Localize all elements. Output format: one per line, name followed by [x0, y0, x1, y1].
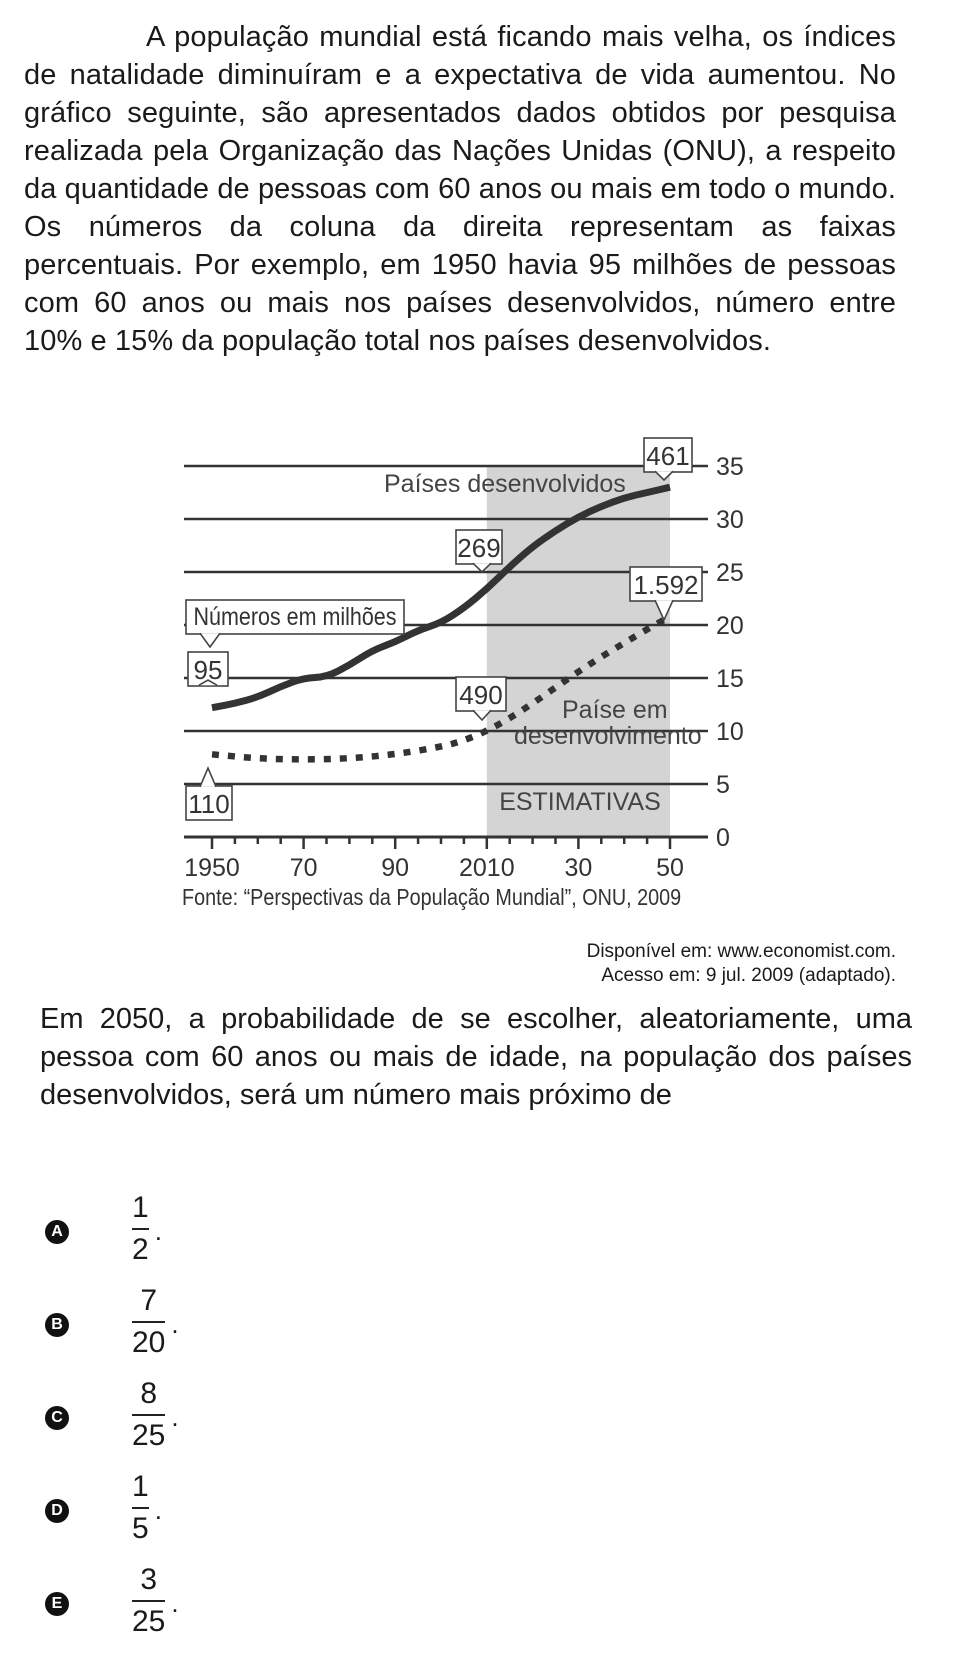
callout-110 — [186, 768, 232, 820]
x-tick-label: 1950 — [184, 854, 240, 880]
estimates-region — [487, 466, 670, 837]
y-tick-label: 30 — [716, 506, 744, 534]
svg-text:110: 110 — [188, 789, 230, 819]
option-d-fraction: $\frac{1}{5}$ . — [132, 1470, 162, 1545]
developing-label-line1: Paíse em — [562, 696, 668, 724]
option-a[interactable] — [40, 1190, 340, 1270]
option-b-denominator: 20 — [132, 1326, 166, 1359]
svg-text:461: 461 — [646, 441, 690, 471]
callout-95 — [188, 652, 228, 686]
x-tick-label: 30 — [564, 854, 593, 880]
developed-label: Países desenvolvidos — [384, 470, 626, 498]
developing-label-line2: desenvolvimento — [514, 722, 702, 750]
units-note — [186, 600, 404, 647]
svg-text:Números em milhões: Números em milhões — [193, 602, 397, 631]
x-tick-label: 50 — [656, 854, 684, 880]
intro-paragraph — [24, 18, 896, 360]
option-e-denominator: 25 — [132, 1605, 166, 1638]
option-a-fraction: $\frac{1}{2}$ . — [132, 1191, 162, 1266]
citation-line-1: Disponível em: www.economist.com. — [586, 941, 896, 962]
estimates-shaded-region — [487, 466, 670, 837]
option-e-numerator: 3 — [140, 1563, 158, 1596]
x-tick-label: 90 — [381, 854, 410, 880]
svg-text:1.592: 1.592 — [633, 570, 699, 600]
option-e[interactable] — [40, 1562, 340, 1642]
population-chart — [0, 430, 980, 880]
y-tick-label: 35 — [716, 453, 744, 481]
y-tick-label: 5 — [716, 771, 730, 799]
y-tick-label: 20 — [716, 612, 744, 640]
option-a-numerator: 1 — [132, 1191, 149, 1224]
svg-text:269: 269 — [457, 533, 501, 563]
option-d-denominator: 5 — [132, 1512, 149, 1545]
option-a-denominator: 2 — [132, 1233, 149, 1266]
option-a-letter-icon: A — [45, 1220, 69, 1244]
svg-text:95: 95 — [193, 655, 223, 685]
option-c-fraction: $\frac{8}{25}$ . — [132, 1377, 179, 1452]
x-tick-label: 2010 — [458, 854, 515, 880]
option-d[interactable] — [40, 1469, 340, 1549]
chart-source: Fonte: “Perspectivas da População Mundial”, ONU, 2009 — [182, 884, 682, 910]
option-d-numerator: 1 — [132, 1470, 149, 1503]
y-tick-label: 15 — [716, 665, 744, 693]
option-d-letter-icon: D — [45, 1499, 69, 1523]
option-b-numerator: 7 — [140, 1284, 158, 1317]
option-b[interactable] — [40, 1283, 340, 1363]
option-b-letter-icon: B — [45, 1313, 69, 1337]
question-text: Em 2050, a probabilidade de se escolher, aleatoriamente, uma pessoa com 60 anos ou mais de idade, na população dos países desenvolvidos, será um número mais próximo de — [40, 1003, 912, 1111]
x-axis — [184, 837, 684, 880]
citation — [587, 940, 896, 988]
option-c[interactable] — [40, 1376, 340, 1456]
y-tick-label: 0 — [716, 824, 730, 852]
x-tick-label: 70 — [289, 854, 318, 880]
intro-text: A população mundial está ficando mais velha, os índices de natalidade diminuíram e a expectativa de vida aumentou. No gráfico seguinte, são apresentados dados obtidos por pesquisa realizada pela Organização das Nações Unidas (ONU), a respeito da quantidade de pessoas com 60 anos ou mais em todo o mundo. Os números da coluna da direita representam as faixas percentuais. Por exemplo, em 1950 havia 95 milhões de pessoas com 60 anos ou mais nos países desenvolvidos, número entre 10% e 15% da população total nos países desenvolvidos. — [24, 21, 896, 357]
citation-line-2: Acesso em: 9 jul. 2009 (adaptado). — [601, 965, 896, 986]
option-e-letter-icon: E — [45, 1592, 69, 1616]
estimates-label: ESTIMATIVAS — [499, 788, 661, 816]
svg-text:490: 490 — [459, 680, 503, 710]
option-c-numerator: 8 — [140, 1377, 158, 1410]
y-tick-label: 10 — [716, 718, 744, 746]
option-c-letter-icon: C — [45, 1406, 69, 1430]
option-c-denominator: 25 — [132, 1419, 166, 1452]
y-tick-label: 25 — [716, 559, 744, 587]
option-b-fraction: $\frac{7}{20}$ . — [132, 1284, 179, 1359]
option-e-fraction: $\frac{3}{25}$ . — [132, 1563, 179, 1638]
